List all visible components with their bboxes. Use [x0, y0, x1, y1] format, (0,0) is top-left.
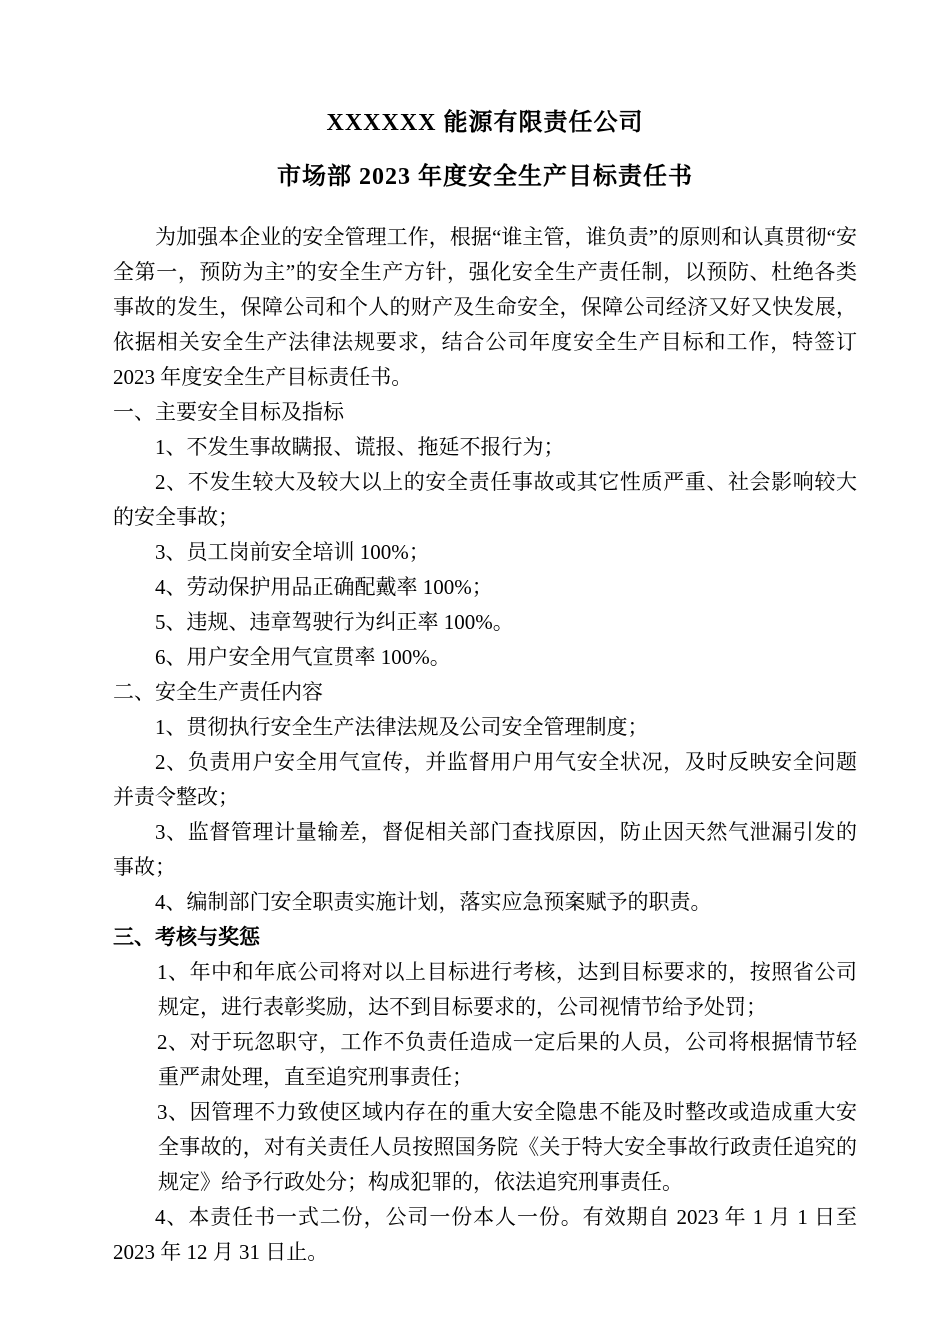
section-3-item-4: 4、本责任书一式二份，公司一份本人一份。有效期自 2023 年 1 月 1 日至 2023 年 12 月 31 日止。 — [113, 1205, 857, 1264]
section-2-item-4: 4、编制部门安全职责实施计划，落实应急预案赋予的职责。 — [155, 890, 712, 914]
section-1-item-3: 3、员工岗前安全培训 100%； — [155, 540, 430, 564]
section-1-heading: 一、主要安全目标及指标 — [113, 400, 344, 424]
section-3-heading: 三、考核与奖惩 — [113, 925, 260, 949]
section-2-heading: 二、安全生产责任内容 — [113, 680, 323, 704]
section-2-item-3: 3、监督管理计量输差，督促相关部门查找原因，防止因天然气泄漏引发的事故； — [113, 820, 857, 879]
company-title: XXXXXX 能源有限责任公司 — [326, 110, 644, 136]
document-body — [113, 220, 857, 1270]
section-3-item-2: 2、对于玩忽职守，工作不负责任造成一定后果的人员，公司将根据情节轻重严肃处理，直至追究刑事责任； — [157, 1030, 857, 1089]
section-1-item-2: 2、不发生较大及较大以上的安全责任事故或其它性质严重、社会影响较大的安全事故； — [113, 470, 857, 529]
section-1-item-5: 5、违规、违章驾驶行为纠正率 100%。 — [155, 610, 514, 634]
section-3-item-1: 1、年中和年底公司将对以上目标进行考核，达到目标要求的，按照省公司规定，进行表彰奖励，达不到目标要求的，公司视情节给予处罚； — [157, 960, 857, 1019]
section-2-item-1: 1、贯彻执行安全生产法律法规及公司安全管理制度； — [155, 715, 649, 739]
section-1-item-1: 1、不发生事故瞒报、谎报、拖延不报行为； — [155, 435, 565, 459]
intro-paragraph: 为加强本企业的安全管理工作，根据“谁主管，谁负责”的原则和认真贯彻“安全第一，预防为主”的安全生产方针，强化安全生产责任制，以预防、杜绝各类事故的发生，保障公司和个人的财产及生命安全，保障公司经济又好又快发展，依据相关安全生产法律法规要求，结合公司年度安全生产目标和工作，特签订 2023 年度安全生产目标责任书。 — [113, 225, 857, 389]
section-1-item-4: 4、劳动保护用品正确配戴率 100%； — [155, 575, 493, 599]
section-3-item-3: 3、因管理不力致使区域内存在的重大安全隐患不能及时整改或造成重大安全事故的，对有关责任人员按照国务院《关于特大安全事故行政责任追究的规定》给予行政处分；构成犯罪的，依法追究刑事责任。 — [157, 1100, 857, 1194]
document-title: 市场部 2023 年度安全生产目标责任书 — [277, 164, 693, 190]
section-1-item-6: 6、用户安全用气宣贯率 100%。 — [155, 645, 451, 669]
section-2-item-2: 2、负责用户安全用气宣传，并监督用户用气安全状况，及时反映安全问题并责令整改； — [113, 750, 857, 809]
